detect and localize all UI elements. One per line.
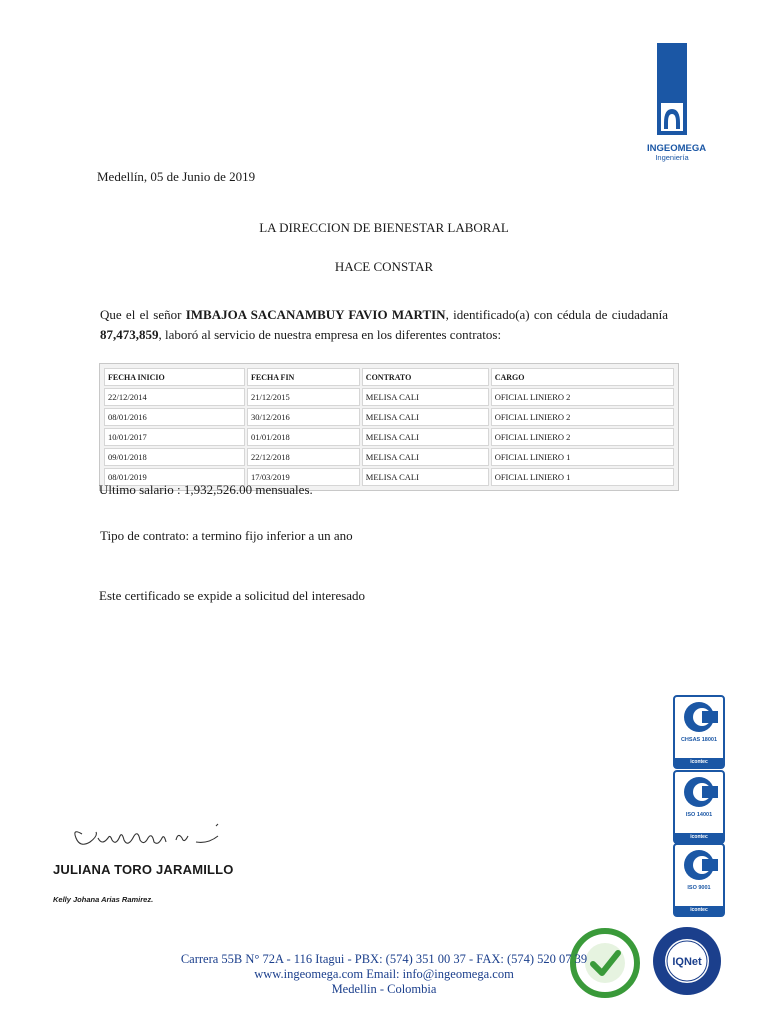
- cell-fecha-fin: 30/12/2016: [247, 408, 360, 426]
- intro-paragraph: [100, 305, 668, 345]
- cert-label: ISO 9001: [687, 885, 711, 891]
- svg-text:IQNet: IQNet: [672, 956, 702, 968]
- header-contrato: CONTRATO: [362, 368, 489, 386]
- table-row: [104, 388, 674, 406]
- secondary-signer: Kelly Johana Arias Ramirez.: [53, 895, 154, 904]
- icontec-logo-icon: [675, 697, 723, 737]
- cell-fecha-inicio: 09/01/2018: [104, 448, 245, 466]
- footer-address: [0, 952, 768, 997]
- cell-cargo: OFICIAL LINIERO 2: [491, 408, 674, 426]
- cell-contrato: MELISA CALI: [362, 388, 489, 406]
- salary-line: Ultimo salario : 1,932,526.00 mensuales.: [99, 482, 313, 497]
- header-cargo: CARGO: [491, 368, 674, 386]
- company-logo: [647, 43, 707, 162]
- header-fecha-inicio: FECHA INICIO: [104, 368, 245, 386]
- logo-mark: [657, 43, 687, 135]
- cert-badge-ohsas: [673, 695, 725, 769]
- cell-cargo: OFICIAL LINIERO 2: [491, 388, 674, 406]
- cell-cargo: OFICIAL LINIERO 1: [491, 448, 674, 466]
- employee-name: IMBAJOA SACANAMBUY FAVIO MARTIN: [185, 307, 446, 322]
- cell-fecha-fin: 17/03/2019: [247, 468, 360, 486]
- heading-direction: LA DIRECCION DE BIENESTAR LABORAL: [259, 220, 509, 235]
- cell-cargo: OFICIAL LINIERO 1: [491, 468, 674, 486]
- cert-issuer: icontec: [675, 833, 723, 842]
- signer-name: JULIANA TORO JARAMILLO: [53, 862, 234, 877]
- icontec-logo-icon: [675, 772, 723, 812]
- heading-hace-constar: HACE CONSTAR: [334, 259, 434, 274]
- intro-text-2: , identificado(a) con cédula de ciudadanía: [445, 307, 668, 322]
- cell-fecha-fin: 01/01/2018: [247, 428, 360, 446]
- issued-line: Este certificado se expide a solicitud del interesado: [99, 588, 366, 603]
- cell-contrato: MELISA CALI: [362, 428, 489, 446]
- contracts-table: [99, 363, 679, 491]
- cert-badge-iso14001: [673, 770, 725, 844]
- cell-fecha-inicio: 08/01/2019: [104, 468, 245, 486]
- cell-contrato: MELISA CALI: [362, 468, 489, 486]
- intro-text-1: Que el el señor: [100, 307, 186, 322]
- handwritten-signature: [68, 812, 228, 854]
- footer-line-3: Medellin - Colombia: [331, 982, 437, 996]
- footer-line-1: Carrera 55B N° 72A - 116 Itagui - PBX: (574) 351 00 37 - FAX: (574) 520 07 39: [180, 952, 588, 966]
- header-fecha-fin: FECHA FIN: [247, 368, 360, 386]
- cell-contrato: MELISA CALI: [362, 448, 489, 466]
- company-name: INGEOMEGA: [647, 143, 707, 154]
- table-row: [104, 408, 674, 426]
- cert-issuer: icontec: [675, 906, 723, 915]
- cell-fecha-inicio: 22/12/2014: [104, 388, 245, 406]
- cert-label: CHSAS 18001: [680, 737, 718, 743]
- id-number: 87,473,859: [100, 327, 159, 342]
- table-row: [104, 428, 674, 446]
- contract-type-line: Tipo de contrato: a termino fijo inferior a un ano: [100, 528, 353, 543]
- company-subtitle: Ingeniería: [655, 153, 689, 162]
- icontec-logo-icon: [675, 845, 723, 885]
- cert-issuer: icontec: [675, 758, 723, 767]
- cell-cargo: OFICIAL LINIERO 2: [491, 428, 674, 446]
- cell-fecha-inicio: 08/01/2016: [104, 408, 245, 426]
- footer-line-2: www.ingeomega.com Email: info@ingeomega.com: [254, 967, 514, 981]
- table-row: [104, 448, 674, 466]
- cell-fecha-fin: 22/12/2018: [247, 448, 360, 466]
- cell-contrato: MELISA CALI: [362, 408, 489, 426]
- intro-text-3: , laboró al servicio de nuestra empresa en los diferentes contratos:: [158, 327, 502, 342]
- cell-fecha-inicio: 10/01/2017: [104, 428, 245, 446]
- cell-fecha-fin: 21/12/2015: [247, 388, 360, 406]
- date-line: Medellín, 05 de Junio de 2019: [97, 169, 256, 184]
- cert-label: ISO 14001: [685, 812, 713, 818]
- table-header-row: [104, 368, 674, 386]
- cert-badge-iso9001: [673, 843, 725, 917]
